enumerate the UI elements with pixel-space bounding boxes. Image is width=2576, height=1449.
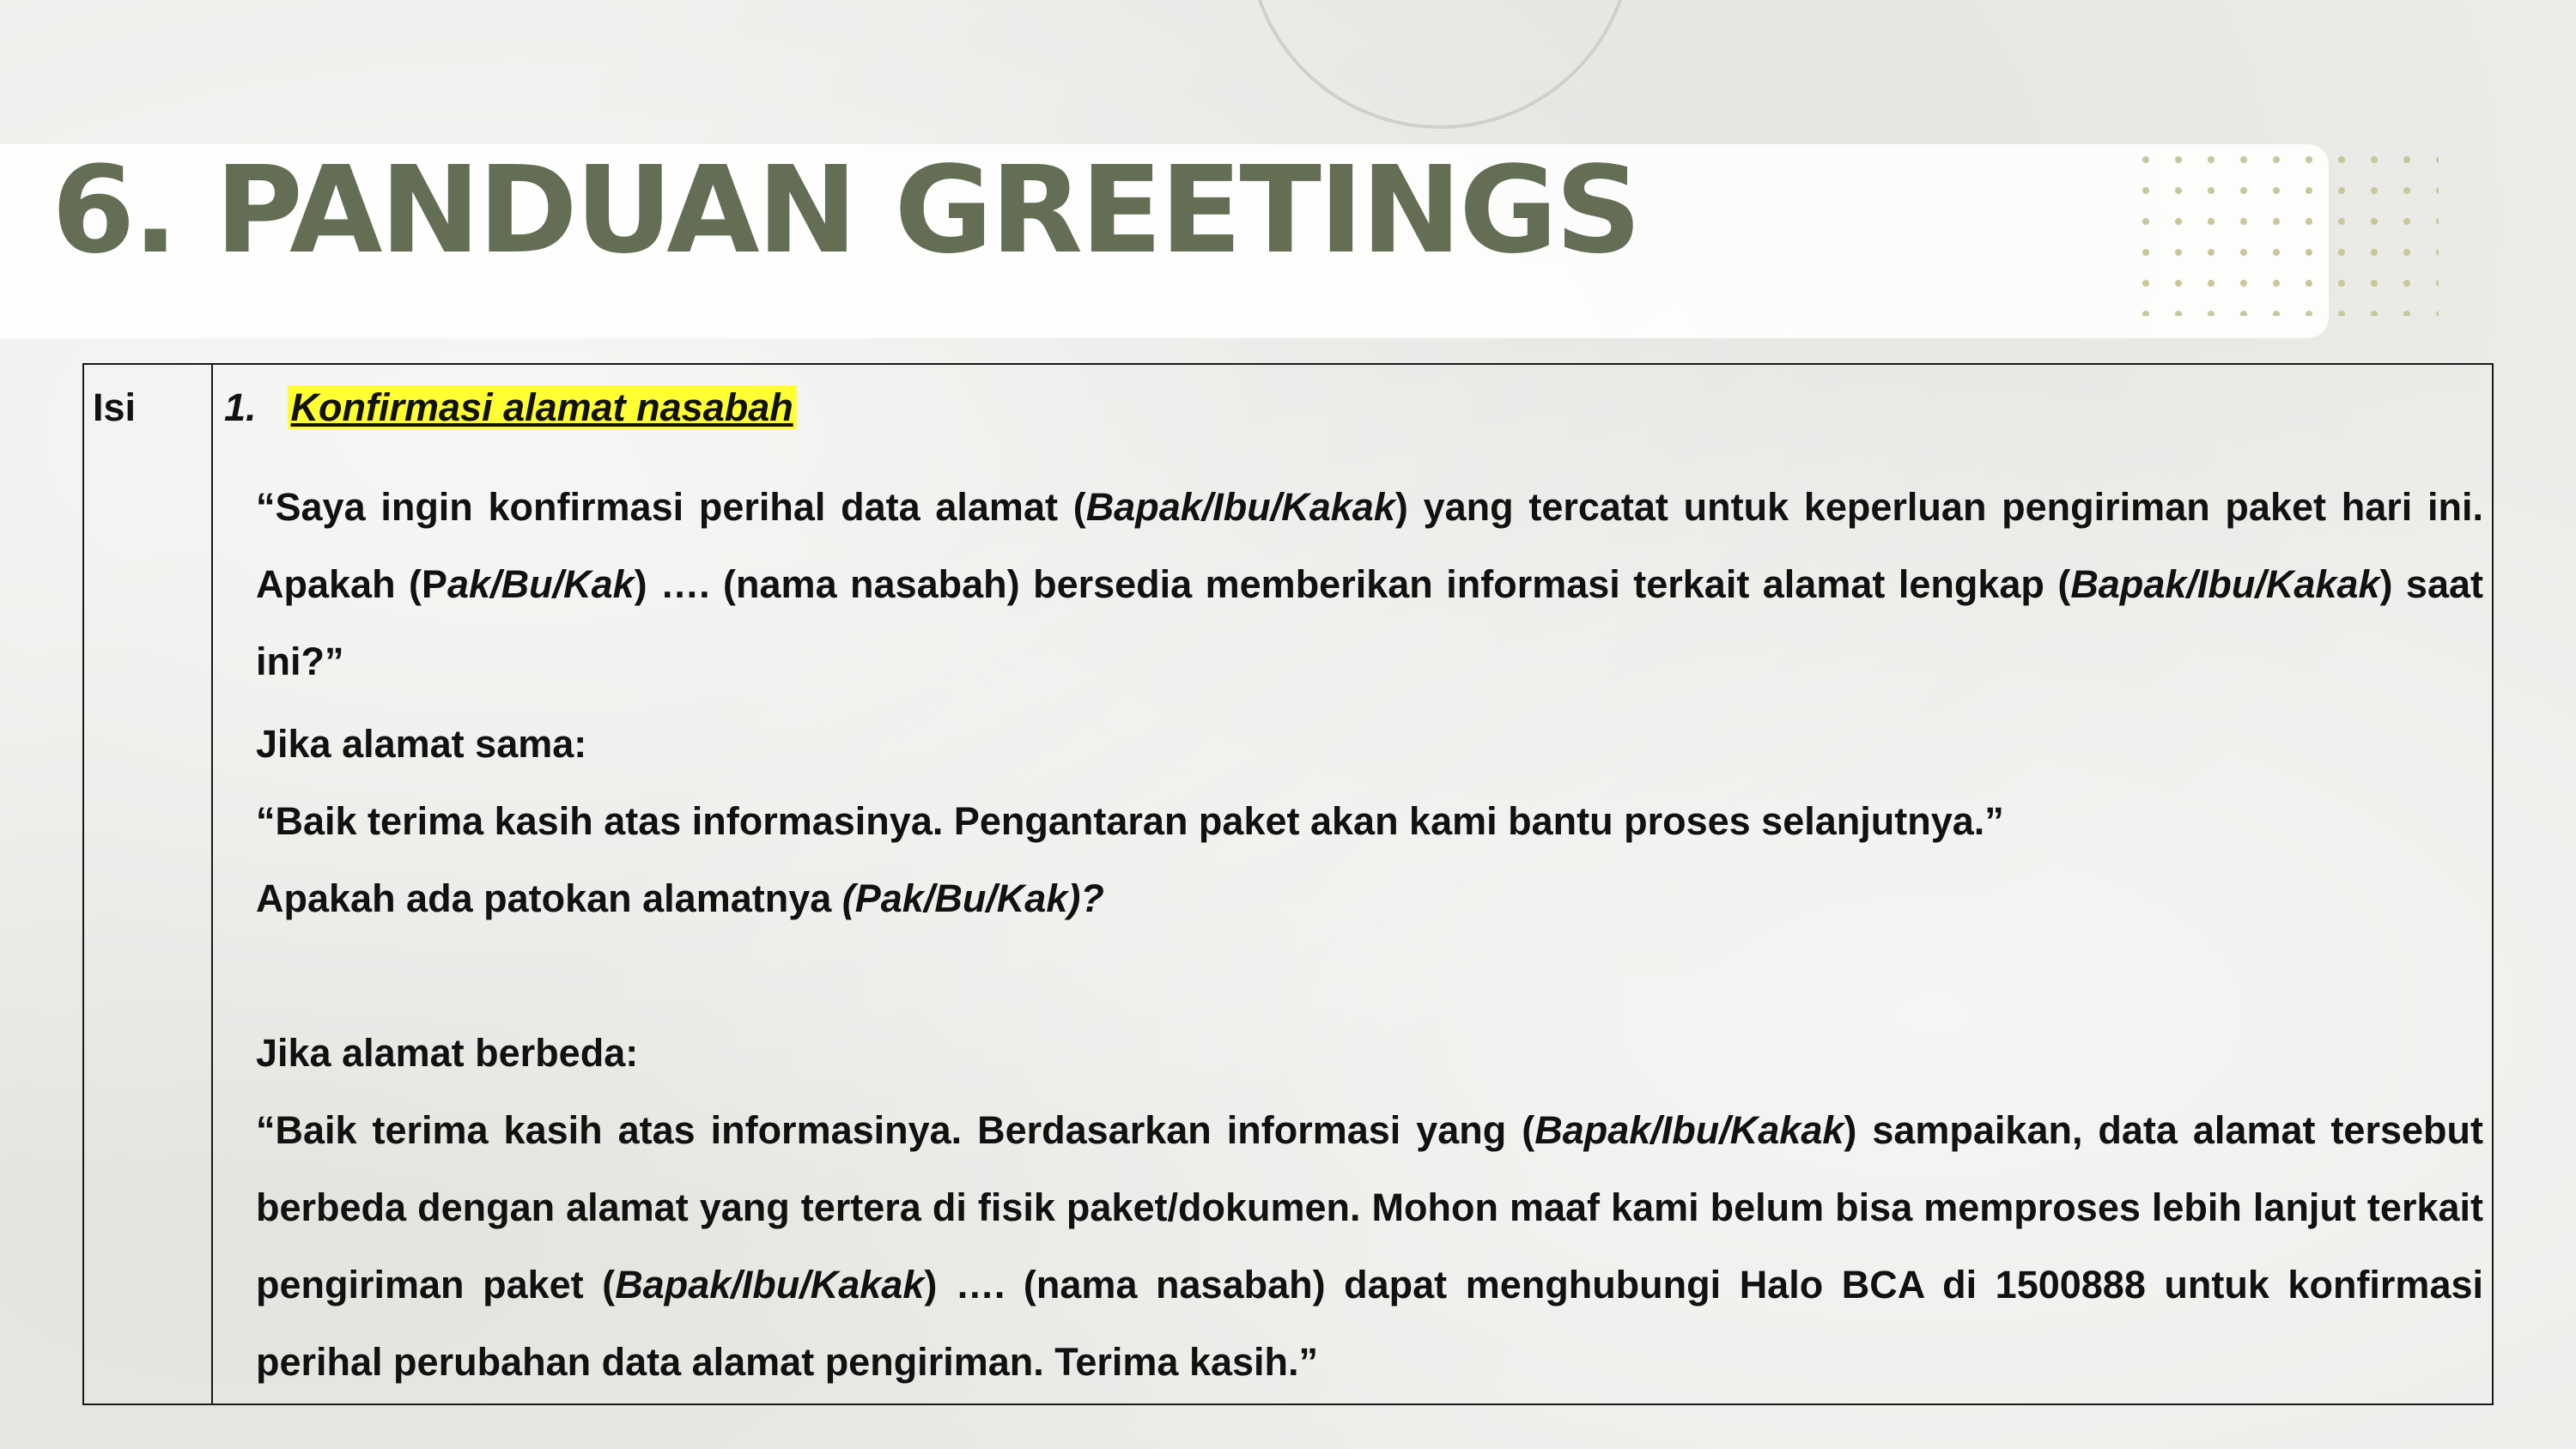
different-text-3: ) …. (nama nasabah) dapat menghubungi Halo BCA di 1500888 untuk konfirmasi perihal perubahan data alamat pengiriman. Terima kasih.” xyxy=(256,1263,2484,1384)
decorative-dot-grid xyxy=(2129,144,2439,316)
same-address-label: Jika alamat sama: xyxy=(256,722,587,766)
same-address-reply: “Baik terima kasih atas informasinya. Pengantaran paket akan kami bantu proses selanjutnya.” xyxy=(256,799,2004,843)
row-label: Isi xyxy=(93,385,137,429)
different-text-1: “Baik terima kasih atas informasinya. Berdasarkan informasi yang ( xyxy=(256,1108,1535,1152)
different-italic-1: Bapak/Ibu/Kakak xyxy=(1534,1108,1844,1152)
page-title: 6. PANDUAN GREETINGS xyxy=(52,141,1639,281)
intro-text-4: ) saat ini?” xyxy=(256,562,2483,683)
landmark-question xyxy=(256,860,1104,937)
intro-italic-3: Bapak/Ibu/Kakak xyxy=(2070,562,2380,606)
intro-text-3: ) …. (nama nasabah) bersedia memberikan informasi terkait alamat lengkap ( xyxy=(634,562,2071,606)
different-text-2: ) sampaikan, data alamat tersebut berbeda dengan alamat yang tertera di fisik paket/dokumen. Mohon maaf kami belum bisa memproses lebih lanjut terkait pengiriman paket ( xyxy=(256,1108,2483,1307)
different-italic-2: Bapak/Ibu/Kakak xyxy=(615,1263,925,1307)
intro-paragraph xyxy=(256,469,2483,700)
intro-italic-1: Bapak/Ibu/Kakak xyxy=(1085,485,1395,529)
different-address-label: Jika alamat berbeda: xyxy=(256,1031,639,1075)
column-divider xyxy=(211,365,213,1404)
item-heading-line xyxy=(224,385,797,430)
item-number: 1. xyxy=(224,385,257,429)
intro-text-1: “Saya ingin konfirmasi perihal data alamat ( xyxy=(256,485,1086,529)
intro-italic-2: ak/Bu/Kak xyxy=(447,562,635,606)
content-table xyxy=(82,363,2494,1405)
item-heading: Konfirmasi alamat nasabah xyxy=(288,385,797,429)
intro-text-2: ) yang tercatat untuk keperluan pengiriman paket hari ini. Apakah (P xyxy=(256,485,2483,606)
landmark-question-italic: (Pak/Bu/Kak)? xyxy=(841,876,1104,920)
landmark-question-text: Apakah ada patokan alamatnya xyxy=(256,876,842,920)
different-address-paragraph xyxy=(256,1092,2483,1401)
